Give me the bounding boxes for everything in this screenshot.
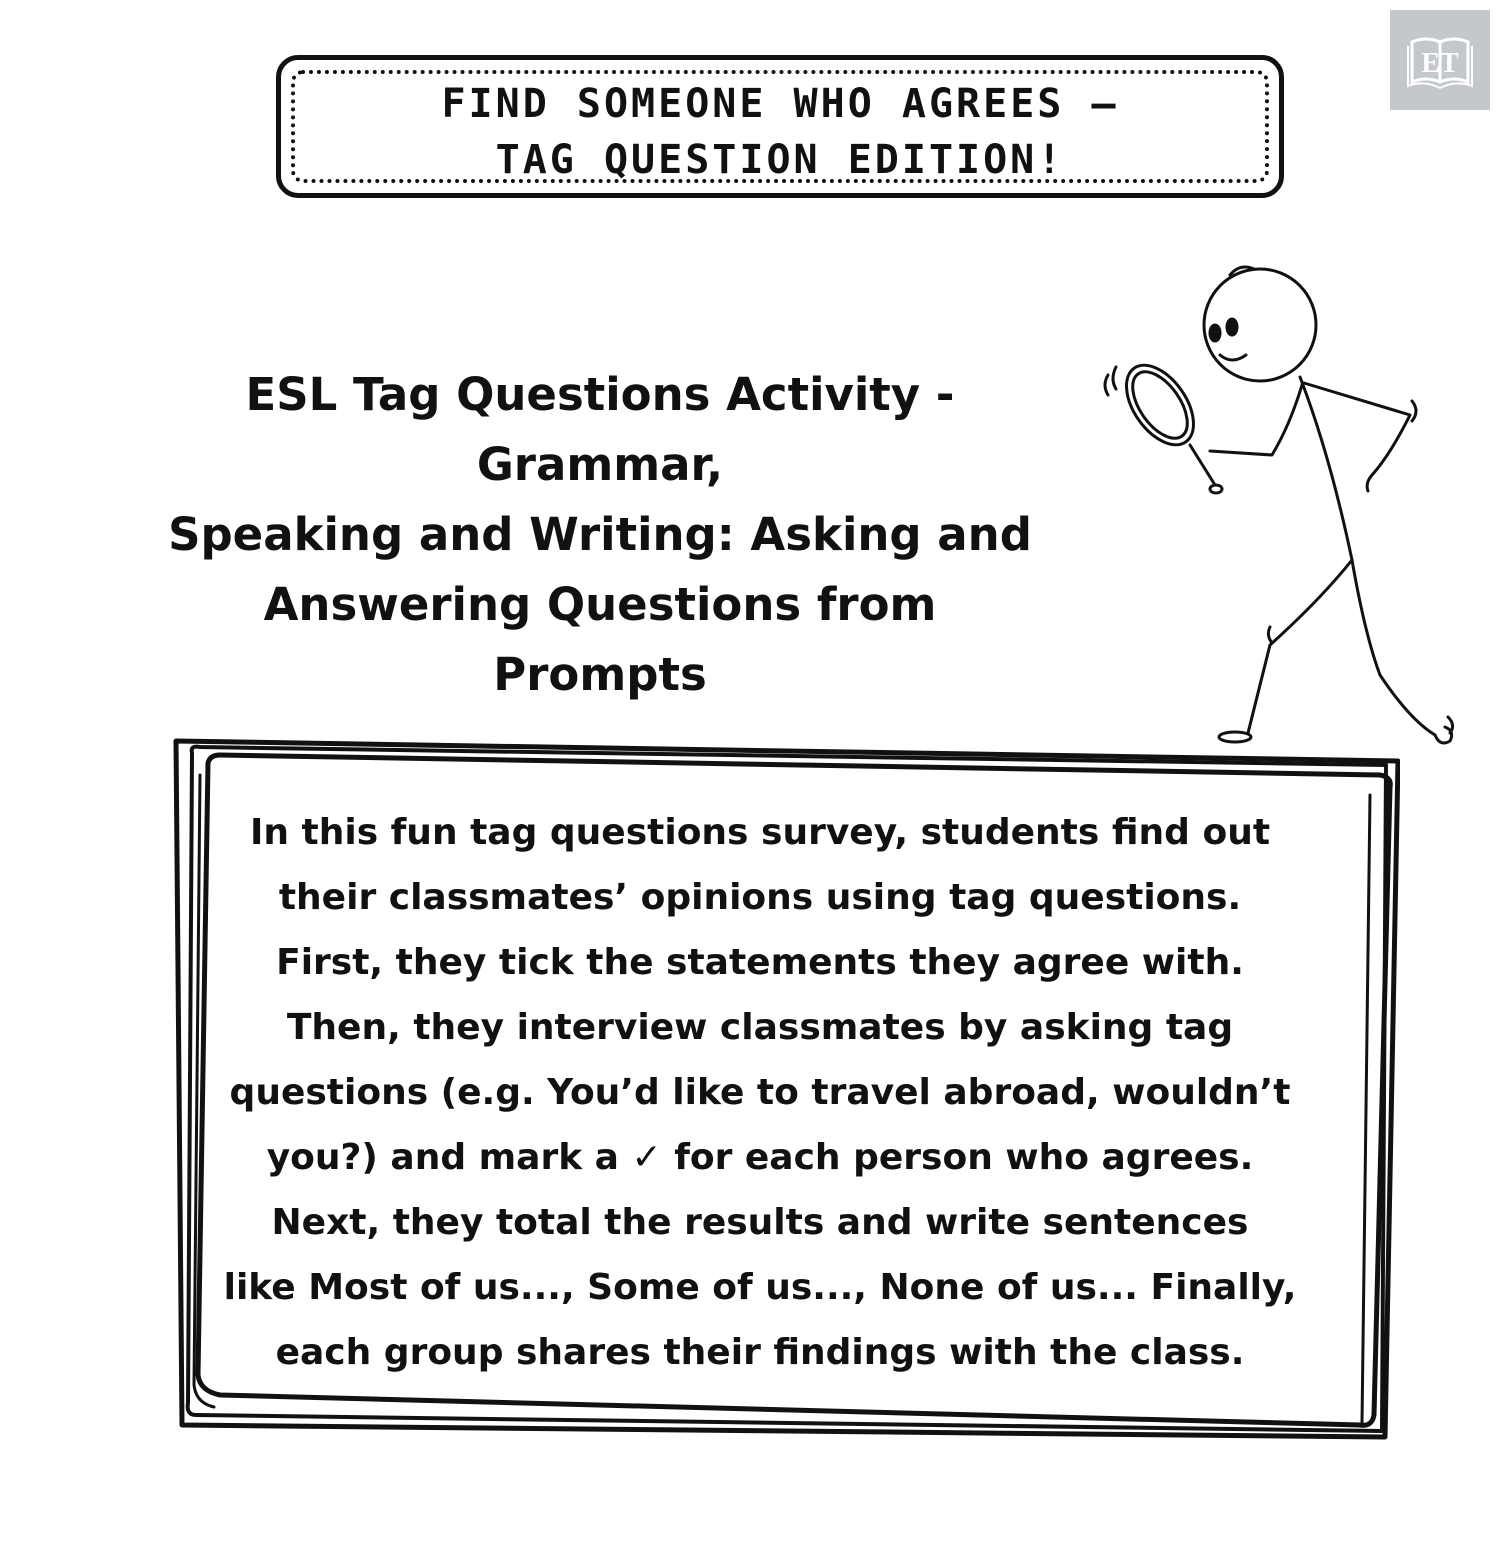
subtitle-line-2: Speaking and Writing: Asking and <box>168 508 1032 561</box>
description-line: like Most of us..., Some of us..., None of us... Finally, <box>223 1267 1297 1308</box>
description-line: their classmates’ opinions using tag questions. <box>278 877 1242 918</box>
page-title-line-1: FIND SOMEONE WHO AGREES – <box>441 81 1119 127</box>
logo-text: ET <box>1421 48 1459 79</box>
page-title <box>281 76 1279 188</box>
description-line: you?) and mark a ✓ for each person who agrees. <box>266 1137 1254 1178</box>
subtitle-line-1: ESL Tag Questions Activity - Grammar, <box>245 368 955 491</box>
site-logo[interactable] <box>1390 10 1490 110</box>
description-line: Then, they interview classmates by asking tag <box>286 1007 1234 1048</box>
page-title-line-2: TAG QUESTION EDITION! <box>495 137 1065 183</box>
activity-subtitle <box>150 360 1050 710</box>
description-line: Next, they total the results and write sentences <box>271 1202 1249 1243</box>
activity-description <box>205 800 1315 1385</box>
description-line: In this fun tag questions survey, students find out <box>249 812 1271 853</box>
subtitle-line-3: Answering Questions from Prompts <box>263 578 937 701</box>
description-line: First, they tick the statements they agree with. <box>276 942 1244 983</box>
book-logo-icon <box>1390 10 1490 110</box>
stick-figure-magnifying-glass-icon <box>1090 255 1480 765</box>
description-line: questions (e.g. You’d like to travel abroad, wouldn’t <box>229 1072 1291 1113</box>
title-banner <box>276 55 1284 198</box>
description-line: each group shares their findings with the class. <box>275 1332 1245 1373</box>
